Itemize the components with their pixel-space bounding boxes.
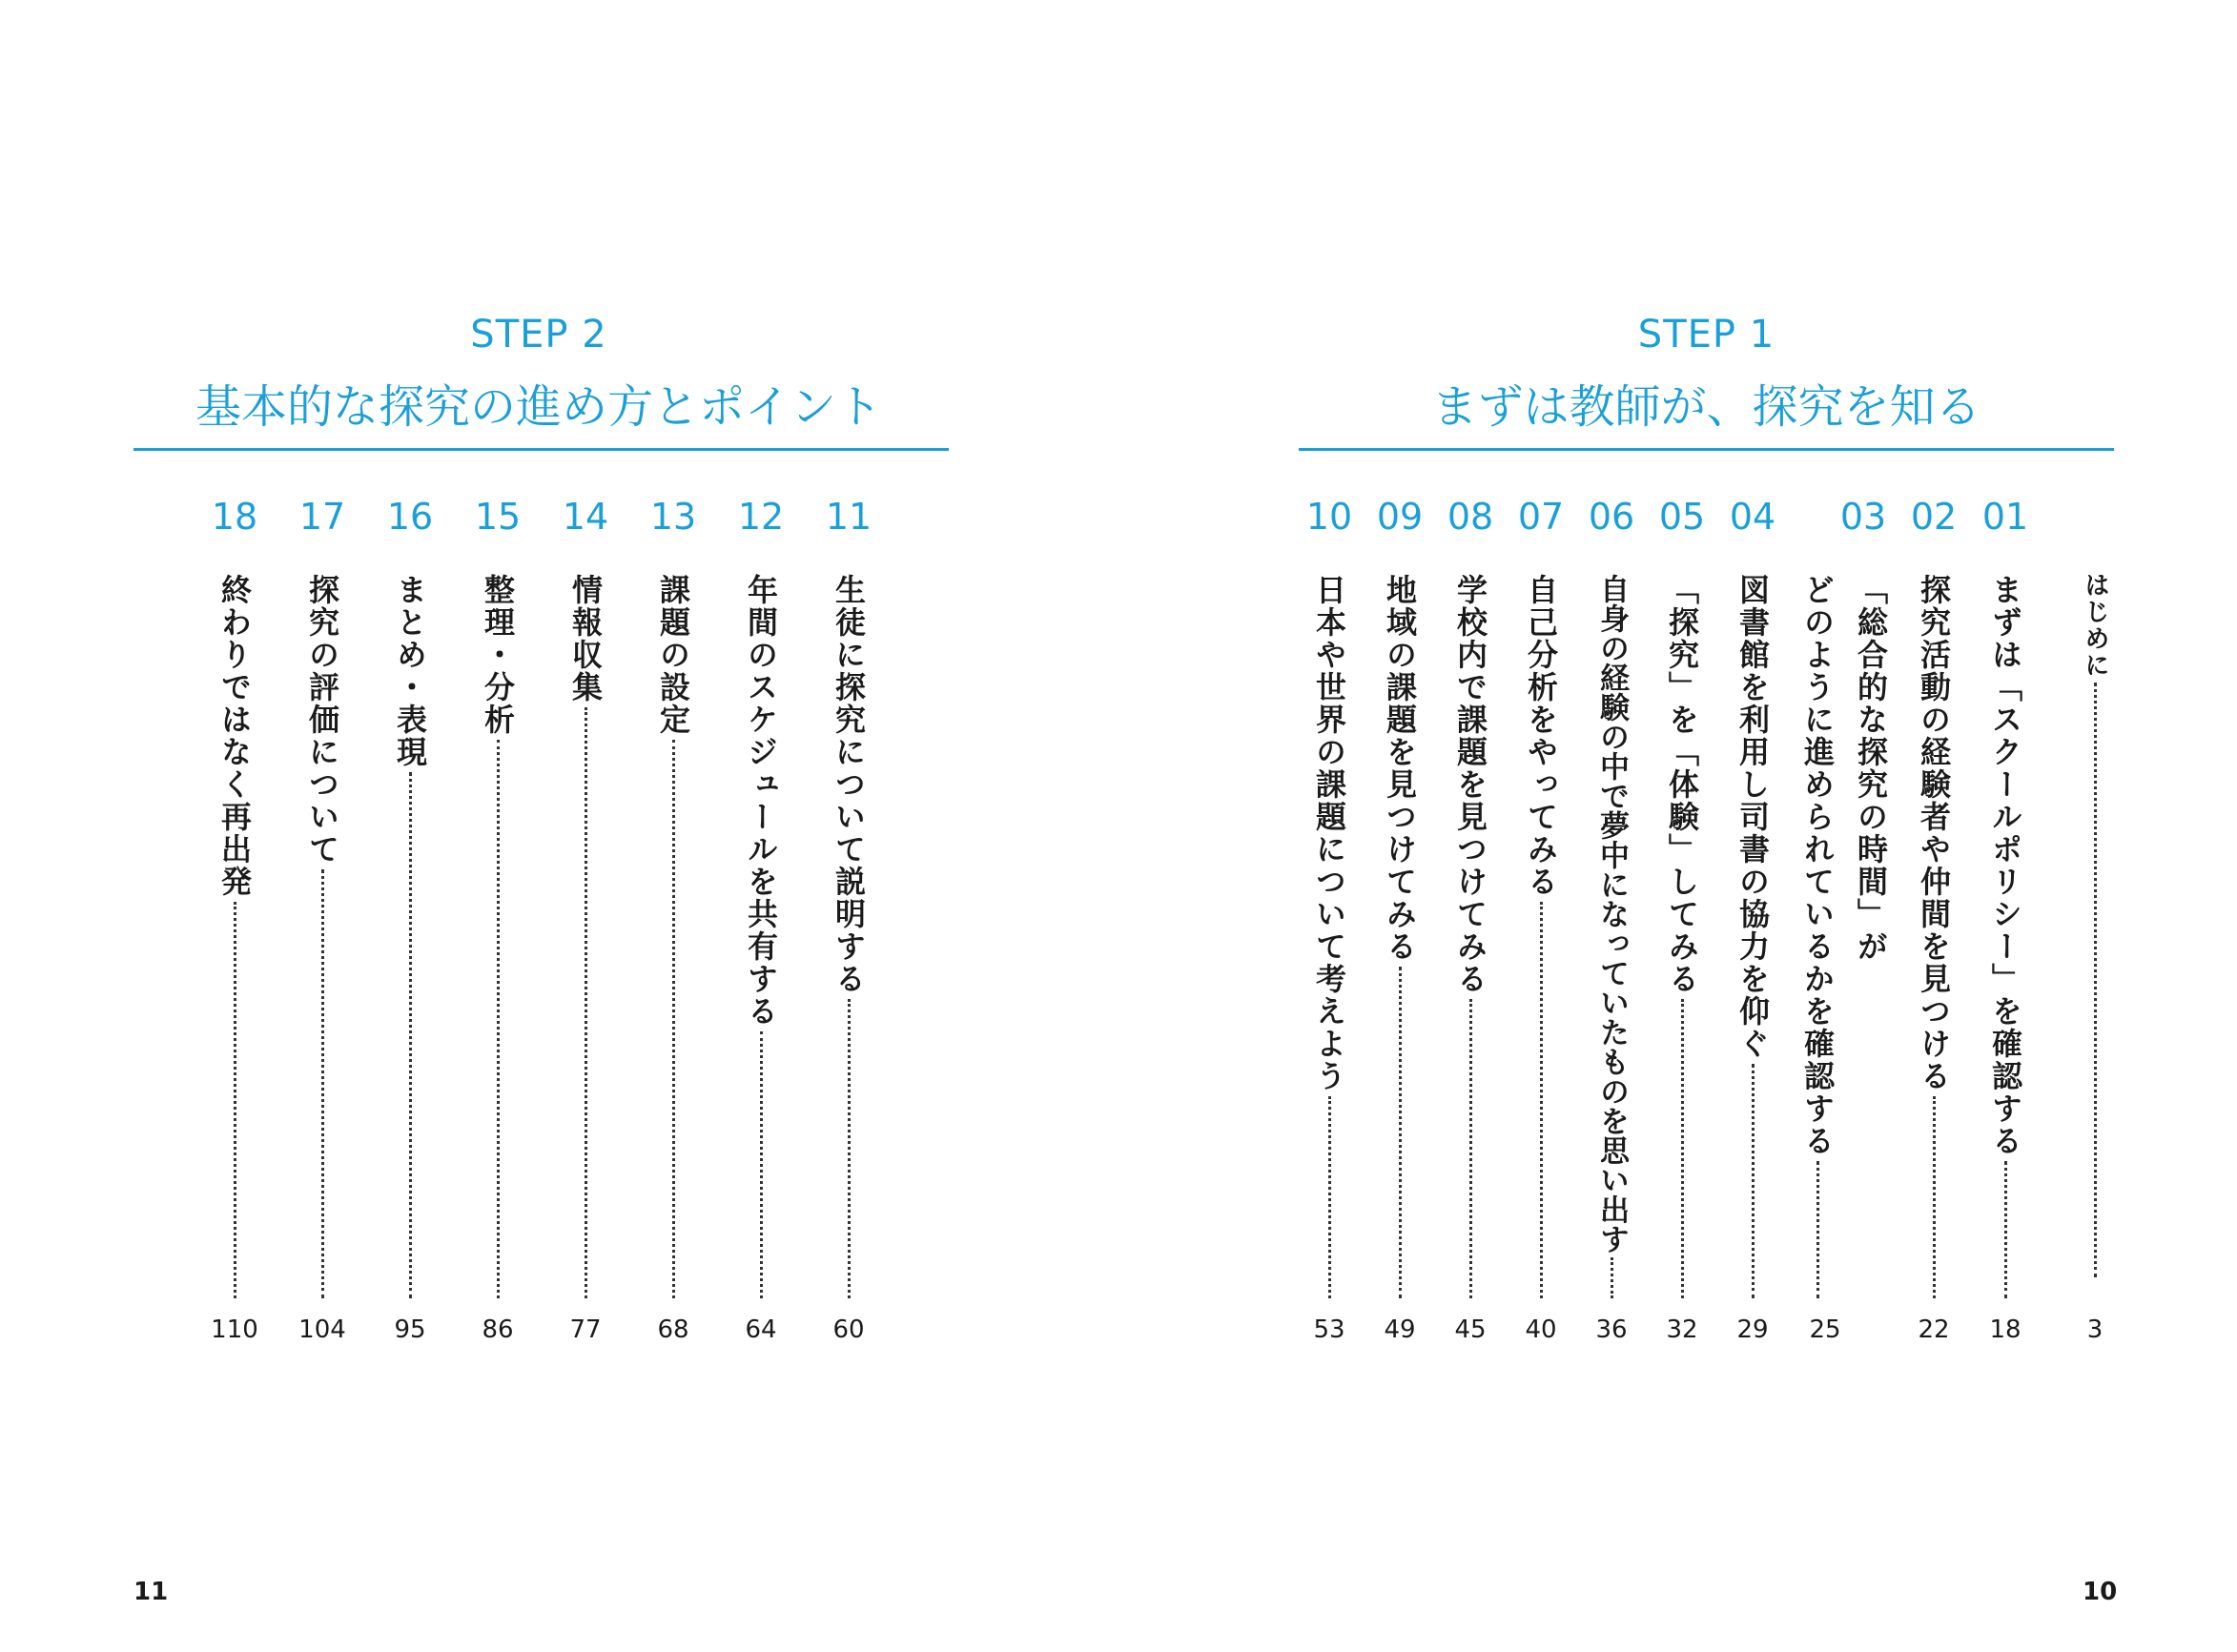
- dot-leader: [1328, 1096, 1331, 1298]
- entry-page: 40: [1525, 1315, 1557, 1344]
- toc-entry-07[interactable]: [1514, 496, 1568, 1373]
- entry-title: 情報収集: [567, 574, 604, 704]
- step2-header: [133, 313, 944, 436]
- entry-number: 11: [825, 496, 872, 538]
- entry-page: 18: [1989, 1315, 2022, 1344]
- entry-page: 45: [1454, 1315, 1487, 1344]
- dot-leader: [672, 740, 675, 1298]
- entry-title: 地域の課題を見つけてみる: [1382, 574, 1418, 963]
- dot-leader: [409, 772, 412, 1298]
- dot-leader: [2094, 683, 2097, 1277]
- entry-title: 探究活動の経験者や仲間を見つける: [1916, 574, 1952, 1092]
- dot-leader: [1399, 967, 1402, 1298]
- entry-title: 日本や世界の課題について考えよう: [1311, 574, 1347, 1092]
- step2-rule: [133, 448, 949, 451]
- entry-number: 08: [1447, 496, 1494, 538]
- entry-number: 12: [737, 496, 785, 538]
- entry-page: 29: [1736, 1315, 1769, 1344]
- entry-title: まとめ・表現: [392, 574, 428, 768]
- entry-number: 01: [1981, 496, 2029, 538]
- toc-entry-03[interactable]: [1798, 496, 1890, 1373]
- entry-number: 04: [1729, 496, 1776, 538]
- entry-page: 36: [1595, 1315, 1628, 1344]
- dot-leader: [1681, 999, 1684, 1298]
- dot-leader: [2004, 1161, 2007, 1298]
- step1-title: まずは教師が、探究を知る: [1431, 380, 1981, 434]
- toc-entry-13[interactable]: [646, 496, 700, 1373]
- toc-entry-01[interactable]: [1979, 496, 2032, 1373]
- entry-page: 86: [482, 1315, 514, 1344]
- entry-title: 探究の評価について: [304, 574, 340, 866]
- entry-title: 終わりではなく再出発: [216, 574, 253, 898]
- entry-number: 18: [211, 496, 258, 538]
- entry-number: 15: [474, 496, 522, 538]
- toc-entry-18[interactable]: [208, 496, 261, 1373]
- entry-title: 「探究」を「体験」してみる: [1664, 574, 1700, 995]
- dot-leader: [760, 1031, 763, 1298]
- entry-number: 16: [386, 496, 434, 538]
- entry-page: 32: [1666, 1315, 1698, 1344]
- toc-entry-09[interactable]: [1373, 496, 1426, 1373]
- step2-label: STEP 2: [470, 313, 607, 357]
- entry-number: 02: [1910, 496, 1958, 538]
- entry-title-line2: どのように進められているかを確認する: [1799, 574, 1836, 1157]
- entry-number: 17: [298, 496, 346, 538]
- entry-page: 22: [1918, 1315, 1950, 1344]
- entry-title-line1-col: [1852, 574, 1890, 963]
- dot-leader: [497, 740, 500, 1298]
- entry-page: 53: [1313, 1315, 1345, 1344]
- toc-entry-12[interactable]: [734, 496, 788, 1373]
- entry-page: 49: [1384, 1315, 1416, 1344]
- toc-entry-16[interactable]: [383, 496, 437, 1373]
- entry-title: 図書館を利用し司書の協力を仰ぐ: [1734, 574, 1771, 1060]
- step2-title: 基本的な探究の進め方とポイント: [195, 380, 882, 434]
- entry-number: 07: [1517, 496, 1565, 538]
- entry-number: 03: [1839, 496, 1887, 538]
- entry-number: 14: [562, 496, 609, 538]
- entry-page: 95: [394, 1315, 426, 1344]
- entry-title: 年間のスケジュールを共有する: [743, 574, 779, 1028]
- entry-title-line2-col: [1798, 574, 1837, 1298]
- entry-page: 77: [569, 1315, 602, 1344]
- entry-title: まずは「スクールポリシー」を確認する: [1987, 574, 2023, 1157]
- dot-leader: [1752, 1064, 1755, 1298]
- toc-entry-05[interactable]: [1655, 496, 1709, 1373]
- step1-header: [1299, 313, 2114, 436]
- dot-leader: [321, 869, 324, 1298]
- entry-title: 課題の設定: [655, 574, 691, 736]
- entry-page: 104: [298, 1315, 346, 1344]
- entry-title: 整理・分析: [480, 574, 516, 736]
- toc-entry-15[interactable]: [471, 496, 524, 1373]
- toc-entry-10[interactable]: [1303, 496, 1356, 1373]
- toc-entry-17[interactable]: [296, 496, 349, 1373]
- toc-entry-02[interactable]: [1907, 496, 1960, 1373]
- entry-number: 05: [1658, 496, 1706, 538]
- toc-entry-14[interactable]: [559, 496, 612, 1373]
- dot-leader: [848, 999, 851, 1298]
- step1-rule: [1299, 448, 2114, 451]
- entry-title: 生徒に探究について説明する: [831, 574, 867, 995]
- entry-number: 06: [1588, 496, 1635, 538]
- toc-entry-08[interactable]: [1444, 496, 1497, 1373]
- dot-leader: [234, 902, 236, 1298]
- entry-page: 68: [657, 1315, 689, 1344]
- toc-entry-11[interactable]: [822, 496, 875, 1373]
- entry-title: 自身の経験の中で夢中になっていたものを思い出す: [1594, 574, 1629, 1254]
- entry-page: 60: [832, 1315, 865, 1344]
- toc-entry-04[interactable]: [1726, 496, 1779, 1373]
- entry-title: はじめに: [2081, 572, 2109, 679]
- dot-leader: [1469, 999, 1472, 1298]
- dot-leader: [1933, 1096, 1936, 1298]
- entry-page: 64: [745, 1315, 777, 1344]
- dot-leader: [1816, 1161, 1819, 1298]
- entry-page: 110: [211, 1315, 258, 1344]
- entry-title: 「総合的な探究の時間」が: [1853, 574, 1889, 963]
- entry-number: 09: [1376, 496, 1424, 538]
- entry-title: 自己分析をやってみる: [1523, 574, 1559, 898]
- entry-number: 13: [649, 496, 697, 538]
- dot-leader: [1611, 1257, 1613, 1298]
- page-number-right: 10: [2083, 1578, 2118, 1606]
- dot-leader: [585, 707, 587, 1298]
- entry-page: 3: [2086, 1315, 2104, 1344]
- dot-leader: [1540, 902, 1543, 1298]
- toc-entry-06[interactable]: [1585, 496, 1638, 1373]
- page-number-left: 11: [133, 1578, 169, 1606]
- entry-title: 学校内で課題を見つけてみる: [1452, 574, 1488, 995]
- entry-page: 25: [1809, 1315, 1841, 1344]
- step1-label: STEP 1: [1637, 313, 1775, 357]
- entry-number: 10: [1305, 496, 1353, 538]
- toc-entry-intro[interactable]: [2076, 572, 2114, 1373]
